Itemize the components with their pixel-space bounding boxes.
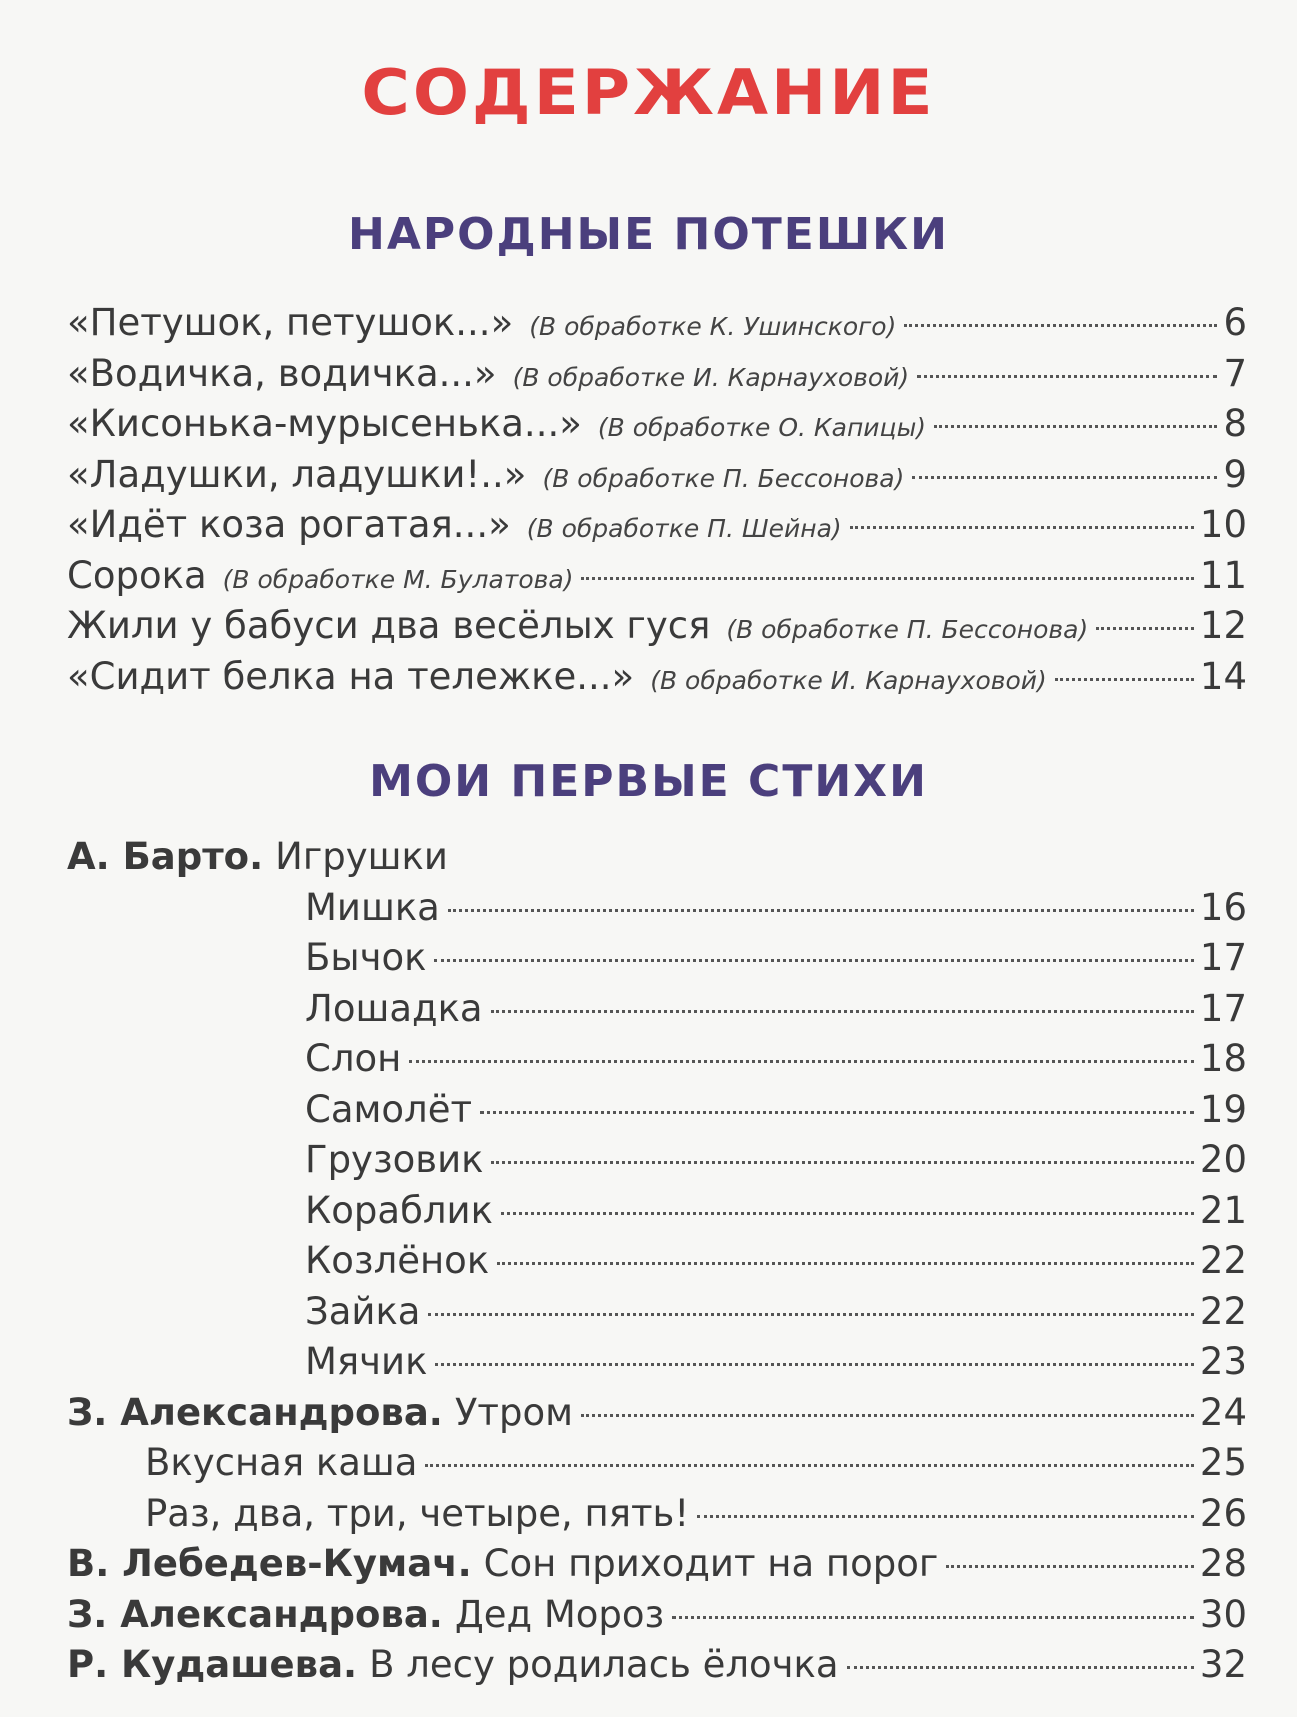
dot-leader xyxy=(912,476,1217,479)
dot-leader xyxy=(904,324,1217,327)
toc-entry-title: «Сидит белка на тележке...» xyxy=(67,654,635,698)
toc-entry-title: Сорока xyxy=(67,553,207,597)
dot-leader xyxy=(917,375,1217,378)
toc-entry-page-number: 11 xyxy=(1199,553,1247,597)
toc-entry-note: (В обработке О. Капицы) xyxy=(597,413,927,442)
toc-entry xyxy=(67,601,1247,652)
toc-entry-page-number: 23 xyxy=(1199,1340,1247,1383)
toc-entry-author: З. Александрова. xyxy=(67,1592,443,1636)
toc-entry xyxy=(67,984,1247,1035)
dot-leader xyxy=(934,425,1217,428)
toc-entry-page-number: 22 xyxy=(1199,1289,1247,1333)
toc-entry xyxy=(67,1186,1247,1237)
toc-entry-page-number: 22 xyxy=(1199,1239,1247,1282)
toc-entry-title: Утром xyxy=(454,1390,573,1434)
dot-leader xyxy=(672,1616,1194,1619)
toc-entry-title: Грузовик xyxy=(305,1138,484,1181)
toc-entry-title: Козлёнок xyxy=(305,1239,490,1282)
dot-leader xyxy=(501,1212,1194,1215)
toc-entry-page-number: 25 xyxy=(1199,1441,1247,1484)
toc-entry-title: Мячик xyxy=(305,1340,428,1383)
dot-leader xyxy=(448,909,1194,912)
dot-leader xyxy=(491,1161,1193,1164)
toc-entry-title: Лошадка xyxy=(305,986,483,1030)
dot-leader xyxy=(847,1666,1194,1669)
toc-entry-page-number: 17 xyxy=(1199,986,1247,1030)
toc-entry-page-number: 10 xyxy=(1199,503,1247,546)
toc-entry xyxy=(67,1640,1247,1691)
toc-entry-title: Вкусная каша xyxy=(145,1441,418,1484)
toc-entry-page-number: 19 xyxy=(1199,1087,1247,1131)
dot-leader xyxy=(1096,627,1194,630)
toc-entry xyxy=(67,1489,1247,1540)
toc-entry-page-number: 26 xyxy=(1199,1491,1247,1535)
toc-entry-page-number: 6 xyxy=(1223,301,1247,344)
toc-entry-title: «Петушок, петушок...» xyxy=(67,301,514,344)
toc-entry xyxy=(67,450,1247,501)
toc-entry-title: «Кисонька-мурысенька...» xyxy=(67,402,582,445)
dot-leader xyxy=(697,1515,1194,1518)
toc-entry-page-number: 32 xyxy=(1199,1643,1247,1686)
toc-entry-page-number: 16 xyxy=(1199,885,1247,929)
toc-entry xyxy=(67,1590,1247,1641)
toc-entry xyxy=(67,399,1247,450)
toc-entry xyxy=(67,832,1247,883)
toc-entry xyxy=(67,1388,1247,1439)
toc-entry-title: В лесу родилась ёлочка xyxy=(369,1643,839,1686)
toc-entry-note: (В обработке М. Булатова) xyxy=(222,564,574,594)
toc-entry-page-number: 7 xyxy=(1223,351,1247,395)
toc-entry-author: В. Лебедев-Кумач. xyxy=(67,1542,472,1585)
toc-entry-title: Раз, два, три, четыре, пять! xyxy=(145,1491,690,1535)
toc-entry-title: Зайка xyxy=(305,1289,421,1333)
dot-leader xyxy=(581,1414,1194,1417)
toc-entry-note: (В обработке П. Бессонова) xyxy=(726,615,1089,644)
dot-leader xyxy=(434,959,1193,962)
toc-entry-note: (В обработке К. Ушинского) xyxy=(529,312,897,341)
toc-entry-title: Мишка xyxy=(305,885,440,929)
toc-entry-page-number: 28 xyxy=(1199,1542,1247,1585)
dot-leader xyxy=(1055,678,1194,681)
toc-entry xyxy=(67,1034,1247,1085)
toc-entry-page-number: 21 xyxy=(1199,1188,1247,1232)
dot-leader xyxy=(581,577,1193,580)
toc-entry-page-number: 24 xyxy=(1199,1390,1247,1434)
toc-entry-title: «Водичка, водичка...» xyxy=(67,351,497,395)
page-title: СОДЕРЖАНИЕ xyxy=(361,55,936,130)
toc-entry xyxy=(67,500,1247,551)
toc-entry-author: А. Барто. xyxy=(67,835,264,878)
toc-entry-note: (В обработке П. Бессонова) xyxy=(542,463,905,493)
toc-entry xyxy=(67,1236,1247,1287)
toc-entry xyxy=(67,1539,1247,1590)
toc-entry-title: «Идёт коза рогатая...» xyxy=(67,503,511,546)
toc-entry-page-number: 12 xyxy=(1199,604,1247,647)
toc-entry-page-number: 9 xyxy=(1223,452,1247,496)
toc-entry xyxy=(67,1287,1247,1338)
toc-entry-title: Игрушки xyxy=(275,835,448,878)
toc-entry-page-number: 20 xyxy=(1199,1138,1247,1181)
toc-entry-page-number: 18 xyxy=(1199,1037,1247,1080)
toc-entry xyxy=(67,1135,1247,1186)
dot-leader xyxy=(480,1111,1194,1114)
toc-entry-note: (В обработке П. Шейна) xyxy=(526,514,842,543)
toc-list-folk-rhymes xyxy=(67,298,1247,702)
toc-entry xyxy=(67,933,1247,984)
toc-entry-title: «Ладушки, ладушки!..» xyxy=(67,452,527,496)
toc-entry xyxy=(67,349,1247,400)
toc-entry xyxy=(67,652,1247,703)
toc-entry-page-number: 30 xyxy=(1199,1592,1247,1636)
toc-entry-page-number: 8 xyxy=(1223,402,1247,445)
toc-entry xyxy=(67,1085,1247,1136)
toc-entry-title: Сон приходит на порог xyxy=(483,1542,939,1585)
toc-list-first-poems xyxy=(67,832,1247,1691)
toc-entry-title: Бычок xyxy=(305,936,427,979)
dot-leader xyxy=(491,1010,1194,1013)
toc-entry-author: Р. Кудашева. xyxy=(67,1643,358,1686)
toc-entry-note: (В обработке И. Карнауховой) xyxy=(512,362,910,392)
toc-entry xyxy=(67,1337,1247,1388)
dot-leader xyxy=(435,1363,1193,1366)
toc-entry-page-number: 17 xyxy=(1199,936,1247,979)
toc-entry-title: Самолёт xyxy=(305,1087,473,1131)
dot-leader xyxy=(946,1565,1194,1568)
toc-entry-title: Кораблик xyxy=(305,1188,493,1232)
toc-entry-title: Дед Мороз xyxy=(454,1592,665,1636)
toc-entry-author: З. Александрова. xyxy=(67,1390,443,1434)
dot-leader xyxy=(850,526,1194,529)
toc-entry-note: (В обработке И. Карнауховой) xyxy=(650,665,1047,695)
toc-entry xyxy=(67,551,1247,602)
section-title-first-poems: МОИ ПЕРВЫЕ СТИХИ xyxy=(369,756,928,807)
toc-entry-title: Слон xyxy=(305,1037,402,1080)
toc-entry xyxy=(67,883,1247,934)
toc-entry xyxy=(67,1438,1247,1489)
dot-leader xyxy=(425,1464,1194,1467)
dot-leader xyxy=(428,1313,1193,1316)
toc-entry xyxy=(67,298,1247,349)
toc-entry-page-number: 14 xyxy=(1199,654,1247,698)
section-title-folk-rhymes: НАРОДНЫЕ ПОТЕШКИ xyxy=(348,209,949,260)
dot-leader xyxy=(409,1060,1194,1063)
toc-entry-title: Жили у бабуси два весёлых гуся xyxy=(67,604,711,647)
dot-leader xyxy=(497,1262,1194,1265)
